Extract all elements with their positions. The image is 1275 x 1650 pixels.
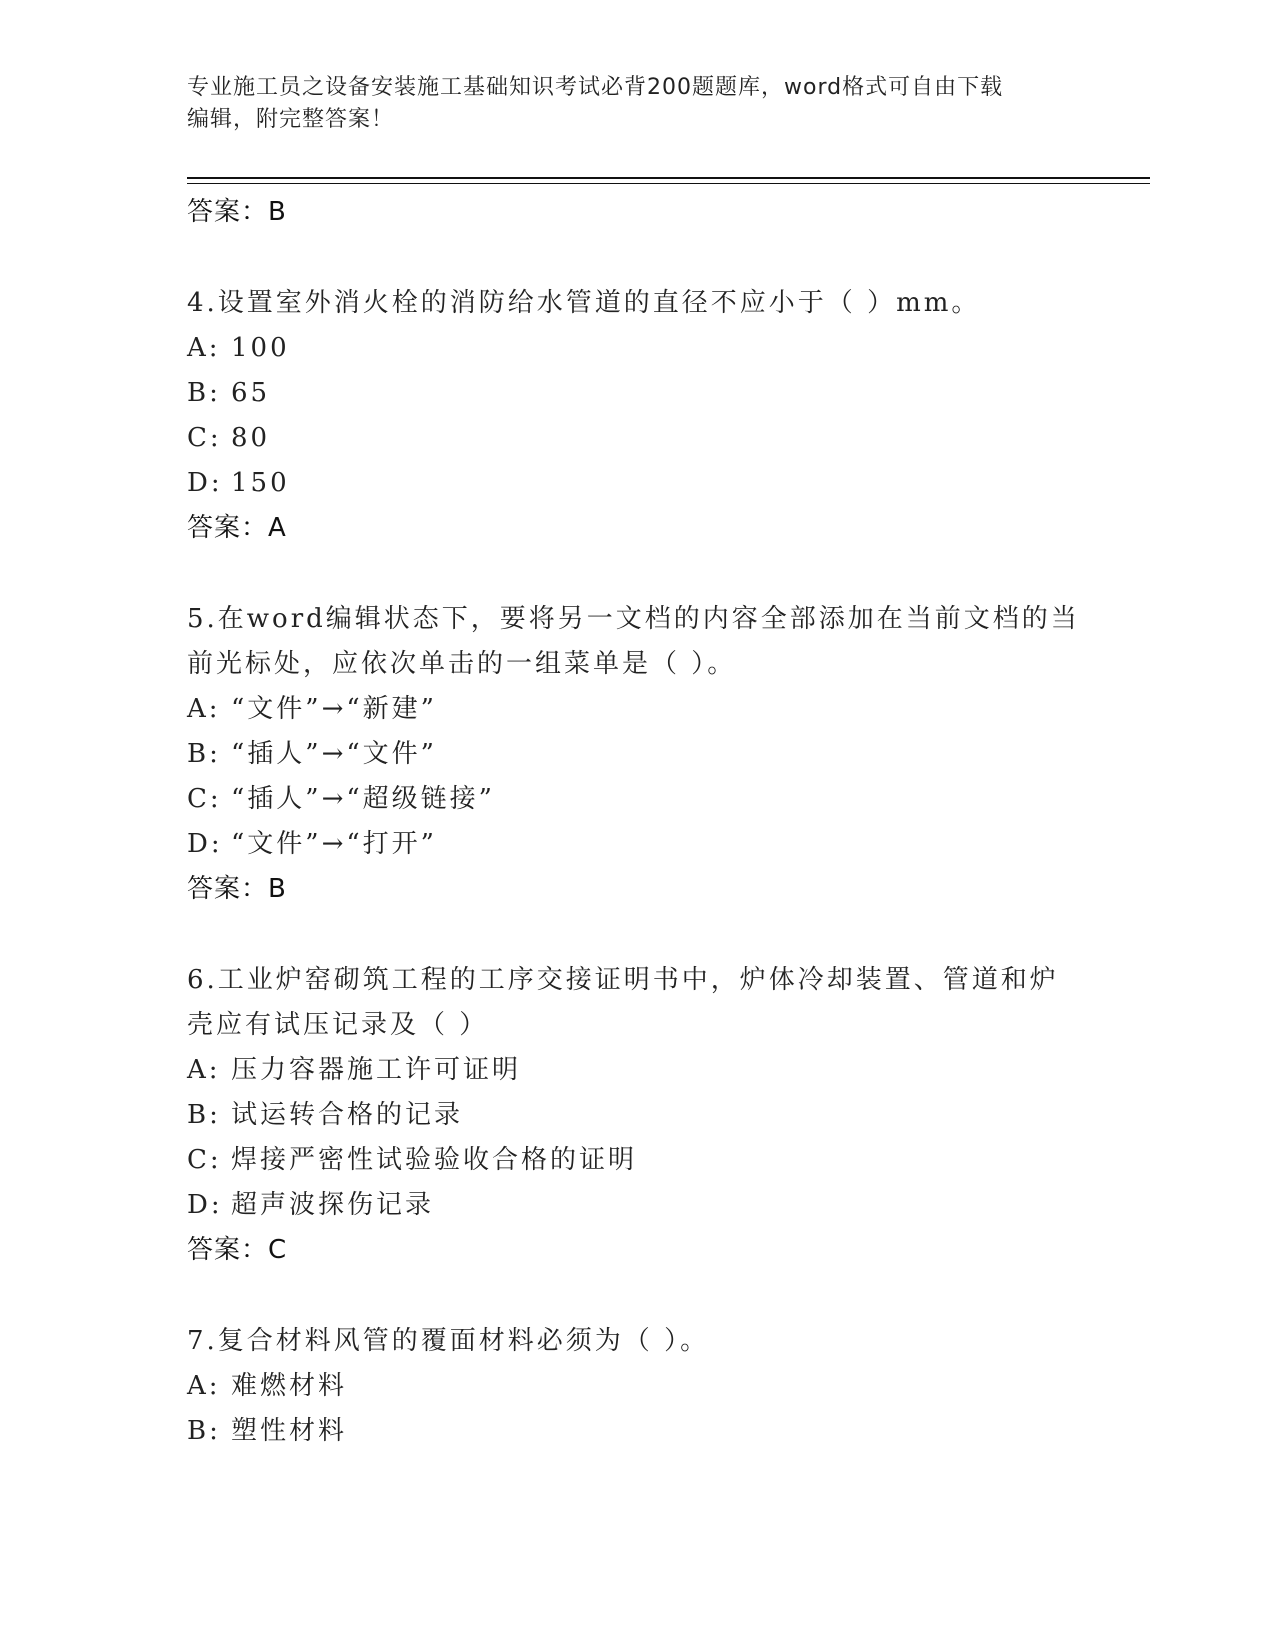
question-stem-line: 4.设置室外消火栓的消防给水管道的直径不应小于（ ）mm。 — [187, 288, 981, 318]
question-stem-line: 7.复合材料风管的覆面材料必须为（ ）。 — [187, 1326, 710, 1356]
option-text: 压力容器施工许可证明 — [231, 1055, 522, 1085]
question-stem — [187, 281, 1087, 326]
option-b — [187, 1093, 1087, 1138]
question-stem-line: 前光标处，应依次单击的一组菜单是（ ）。 — [187, 649, 737, 679]
question-block — [187, 597, 1087, 912]
option-text: 65 — [231, 378, 271, 408]
spacer — [187, 235, 1087, 281]
option-a — [187, 326, 1087, 371]
header-title-line-2: 编辑，附完整答案！ — [187, 107, 395, 132]
answer-label: 答案：C — [187, 1235, 288, 1265]
option-key: C: — [187, 1145, 222, 1175]
answer-label: 答案：B — [187, 197, 287, 227]
option-key: A: — [187, 333, 221, 363]
option-text: 100 — [231, 333, 290, 363]
question-stem — [187, 958, 1087, 1048]
question-stem-line: 壳应有试压记录及（ ） — [187, 1010, 489, 1040]
spacer — [187, 912, 1087, 958]
option-d — [187, 1183, 1087, 1228]
option-text: 80 — [231, 423, 271, 453]
question-stem — [187, 1319, 1087, 1364]
option-text: “插人”→“超级链接” — [231, 784, 495, 814]
option-key: A: — [187, 694, 221, 724]
option-c — [187, 416, 1087, 461]
question-block — [187, 958, 1087, 1273]
option-text: “插人”→“文件” — [231, 739, 437, 769]
header-divider-thin — [187, 183, 1150, 184]
option-a — [187, 1048, 1087, 1093]
option-text: “文件”→“新建” — [231, 694, 437, 724]
header-title-line-1: 专业施工员之设备安装施工基础知识考试必背200题题库，word格式可自由下载 — [187, 75, 1004, 100]
option-text: 塑性材料 — [231, 1416, 348, 1446]
option-key: D: — [187, 468, 223, 498]
option-key: A: — [187, 1055, 221, 1085]
spacer — [187, 551, 1087, 597]
option-d — [187, 461, 1087, 506]
question-stem-line: 5.在word编辑状态下，要将另一文档的内容全部添加在当前文档的当 — [187, 604, 1080, 634]
answer-label: 答案：A — [187, 513, 287, 543]
header-divider-thick — [187, 177, 1150, 179]
spacer — [187, 1273, 1087, 1319]
option-b — [187, 1409, 1087, 1454]
option-text: 150 — [231, 468, 290, 498]
option-b — [187, 732, 1087, 777]
question-block — [187, 281, 1087, 551]
option-key: D: — [187, 829, 223, 859]
question-list — [187, 190, 1087, 1454]
option-text: 试运转合格的记录 — [231, 1100, 464, 1130]
question-stem — [187, 597, 1087, 687]
option-text: 焊接严密性试验验收合格的证明 — [231, 1145, 638, 1175]
option-key: D: — [187, 1190, 223, 1220]
option-text: “文件”→“打开” — [231, 829, 437, 859]
document-header — [187, 72, 1087, 136]
option-key: B: — [187, 1416, 221, 1446]
question-block — [187, 1319, 1087, 1454]
option-key: B: — [187, 739, 221, 769]
answer-label: 答案：B — [187, 874, 287, 904]
option-text: 超声波探伤记录 — [231, 1190, 435, 1220]
option-text: 难燃材料 — [231, 1371, 348, 1401]
option-c — [187, 777, 1087, 822]
option-c — [187, 1138, 1087, 1183]
question-stem-line: 6.工业炉窑砌筑工程的工序交接证明书中，炉体冷却装置、管道和炉 — [187, 965, 1059, 995]
option-a — [187, 1364, 1087, 1409]
option-d — [187, 822, 1087, 867]
option-key: C: — [187, 784, 222, 814]
option-a — [187, 687, 1087, 732]
option-key: B: — [187, 1100, 221, 1130]
option-b — [187, 371, 1087, 416]
option-key: C: — [187, 423, 222, 453]
option-key: A: — [187, 1371, 221, 1401]
option-key: B: — [187, 378, 221, 408]
